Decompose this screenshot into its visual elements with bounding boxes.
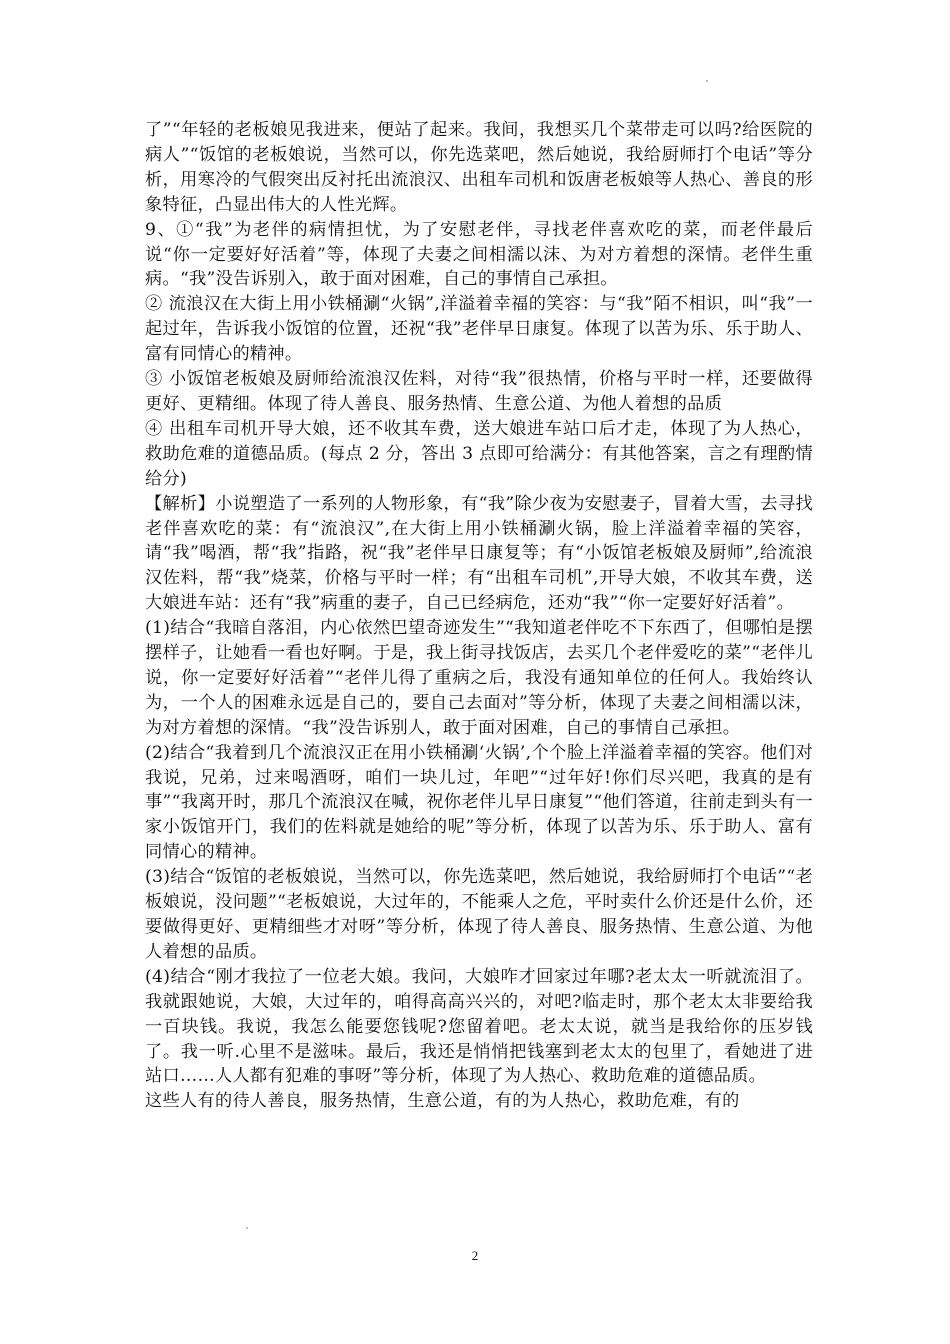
paragraph-9: (3)结合“饭馆的老板娘说，当然可以，你先选菜吧，然后她说，我给厨师打个电话”“老板娘说，没问题”“老板娘说，大过年的，不能乘人之危，平时卖什么价还是什么价，还要做得更好、更精细些才对呀”等分析，体现了待人善良、服务热情、生意公道、为他人着想的品质。 bbox=[145, 867, 813, 962]
scan-speck bbox=[706, 80, 708, 82]
paragraph-11: 这些人有的待人善良，服务热情，生意公道，有的为人热心，救助危难，有的 bbox=[145, 1091, 740, 1112]
paragraph-8: (2)结合“我着到几个流浪汉正在用小铁桶涮‘火锅’,个个脸上洋溢着幸福的笑容。他们对我说，兄弟，过来喝酒呀，咱们一块儿过，年吧”“过年好!你们尽兴吧，我真的是有事”“我离开时，那几个流浪汉在喊，祝你老伴儿早日康复”“他们答道，往前走到头有一家小饭馆开门，我们的佐料就是她给的呢”等分析，体现了以苦为乐、乐于助人、富有同情心的精神。 bbox=[145, 742, 813, 863]
paragraph-1: 了”“年轻的老板娘见我进来，便站了起来。我间，我想买几个菜带走可以吗?给医院的病人”“饭馆的老板娘说，当然可以，你先选菜吧，然后她说，我给厨师打个电话”等分析，用寒冷的气假突出反衬托出流浪汉、出租车司机和饭唐老板娘等人热心、善良的形象特征，凸显出伟大的人性光辉。 bbox=[145, 120, 813, 215]
paragraph-2: 9、①“我”为老伴的病情担忧，为了安慰老伴，寻找老伴喜欢吃的菜，而老伴最后说“你一定要好好活着”等，体现了夫妻之间相濡以沫、为对方着想的深情。老伴生重病。“我”没告诉别入，敢于面对困难，自己的事情自己承担。 bbox=[145, 219, 813, 290]
body-text bbox=[145, 118, 813, 1114]
paragraph-3: ② 流浪汉在大街上用小铁桶涮“火锅”,洋溢着幸福的笑容：与“我”陌不相识，叫“我”一起过年，告诉我小饭馆的位置，还祝“我”老伴早日康复。体现了以苦为乐、乐于助人、富有同情心的精神。 bbox=[145, 294, 814, 365]
paragraph-6: 【解析】小说塑造了一系列的人物形象，有“我”除少夜为安慰妻子，冒着大雪，去寻找老伴喜欢吃的菜：有“流浪汉”,在大街上用小铁桶涮火锅，脸上洋溢着幸福的笑容，请“我”喝酒，帮“我”指路，祝“我”老伴早日康复等；有“小饭馆老板娘及厨师”,给流浪汉佐料，帮“我”烧菜，价格与平时一样；有“出租车司机”,开导大娘，不收其车费，送大娘进车站：还有“我”病重的妻子，自己已经病危，还劝“我”“你一定要好好活着”。 bbox=[145, 493, 813, 614]
page-number: 2 bbox=[471, 1248, 479, 1263]
paragraph-5: ④ 出租车司机开导大娘，还不收其车费，送大娘进车站口后才走，体现了为人热心，救助危难的道德品质。(每点 2 分，答出 3 点即可给满分：有其他答案，言之有理酌情给分) bbox=[145, 418, 813, 489]
paragraph-10: (4)结合“刚才我拉了一位老大娘。我问，大娘咋才回家过年哪?老太太一听就流泪了。我就跟她说，大娘，大过年的，咱得高高兴兴的，对吧?临走时，那个老太太非要给我一百块钱。我说，我怎么能要您钱呢?您留着吧。老太太说，就当是我给你的压岁钱了。我一听.心里不是滋味。最后，我还是悄悄把钱塞到老太太的包里了，看她进了进站口……人人都有犯难的事呀”等分析，体现了为人热心、救助危难的道德品质。 bbox=[145, 966, 813, 1087]
paragraph-7: (1)结合“我暗自落泪，内心依然巴望奇迹发生”“我知道老伴吃不下东西了，但哪怕是摆摆样子，让她看一看也好啊。于是，我上街寻找饭店，去买几个老伴爱吃的菜”“老伴儿说，你一定要好好活着”“老伴儿得了重病之后，我没有通知单位的任何人。我始终认为，一个人的困难永远是自己的，要自己去面对”等分析，体现了夫妻之间相濡以沫，为对方着想的深情。“我”没告诉别人，敢于面对困难，自己的事情自己承担。 bbox=[145, 618, 813, 738]
paragraph-4: ③ 小饭馆老板娘及厨师给流浪汉佐料，对待“我”很热情，价格与平时一样，还要做得更好、更精细。体现了待人善良、服务热情、生意公道、为他人着想的品质 bbox=[145, 369, 813, 414]
scan-speck bbox=[246, 1227, 248, 1229]
